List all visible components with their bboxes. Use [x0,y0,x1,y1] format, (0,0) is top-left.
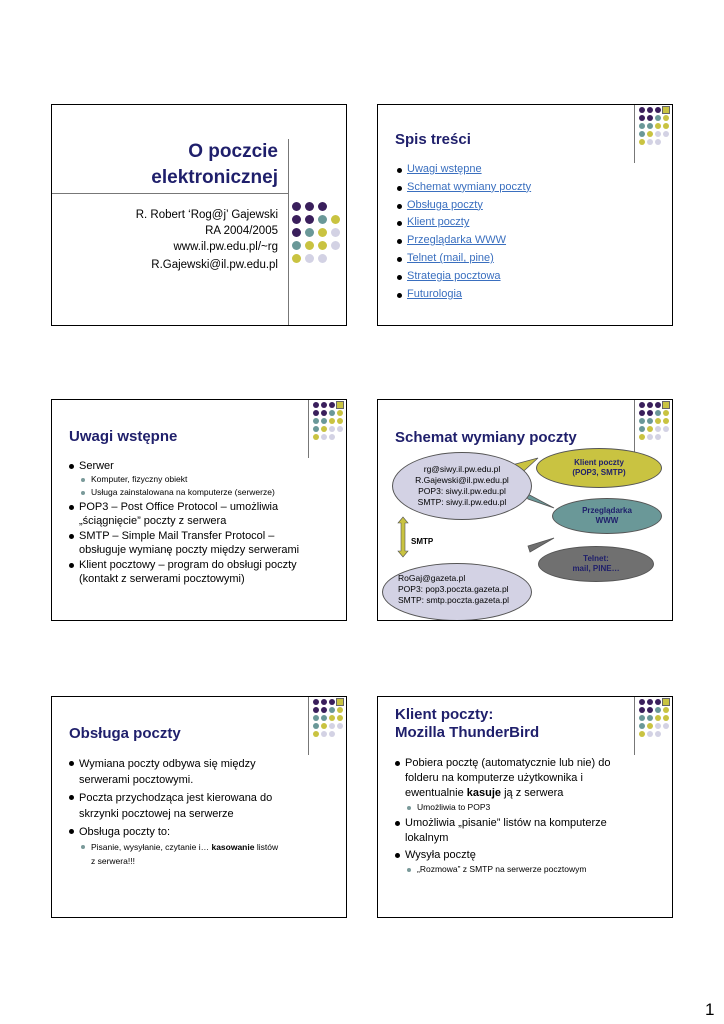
author-block [136,207,278,273]
decorative-dot [663,707,669,713]
decorative-dot [318,228,327,237]
web-browser-bubble: Przeglądarka WWW [552,498,662,534]
list-subitem: Pisanie, wysyłanie, czytanie i… kasowanie listów z serwera!!! [69,840,278,868]
toc-item[interactable]: Obsługa poczty [397,197,531,215]
divider-line [634,697,635,755]
list-item: Wysyła pocztę [395,848,610,863]
logo-square-icon [662,698,670,706]
decorative-dot [321,707,327,713]
list-item: Pobiera pocztę (automatycznie lub nie) do folderu na komputerze użytkownika i ewentualnie kasuje ją z serwera [395,756,610,801]
decorative-dot [321,426,327,432]
decorative-dot [655,131,661,137]
list-subitem: Komputer, fizyczny obiekt [69,473,299,486]
decorative-dot [313,434,319,440]
list-item: Poczta przychodząca jest kierowana do skrzynki pocztowej na serwerze [69,790,278,822]
decorative-dot [663,715,669,721]
slide-title [51,104,347,326]
slide-thunderbird [377,696,673,918]
toc-list [397,161,531,303]
decorative-dot [321,410,327,416]
slide-mail-exchange-diagram [377,399,673,621]
decorative-dot [313,731,319,737]
page-number: 1 [705,1000,715,1019]
decorative-dot [647,731,653,737]
decorative-dot [329,723,335,729]
decorative-dot [305,215,314,224]
decorative-dot [647,131,653,137]
decorative-dot [292,228,301,237]
decorative-dot [329,402,335,408]
list-item: Umożliwia „pisanie” listów na komputerze lokalnym [395,816,610,846]
decorative-dot [321,731,327,737]
decorative-dot [305,254,314,263]
list-item: Wymiana poczty odbywa się między serwerami pocztowymi. [69,756,278,788]
decorative-dot [331,215,340,224]
decorative-dot [329,699,335,705]
decorative-dot [329,410,335,416]
decorative-dot [313,410,319,416]
decorative-dot [329,731,335,737]
toc-item[interactable]: Strategia pocztowa [397,268,531,286]
decorative-dot [313,418,319,424]
decorative-dot [655,715,661,721]
smtp-label: SMTP [411,537,434,546]
decorative-dot [647,715,653,721]
decorative-dot [321,715,327,721]
list-item: Obsługa poczty to: [69,824,278,840]
decorative-dot [305,241,314,250]
decorative-dot [639,131,645,137]
logo-square-icon [662,106,670,114]
academic-year: RA 2004/2005 [205,225,278,237]
decorative-dot [663,723,669,729]
decorative-dots [313,402,345,446]
decorative-dot [337,723,343,729]
decorative-dot [321,699,327,705]
decorative-dot [329,715,335,721]
decorative-dot [663,115,669,121]
decorative-dot [331,241,340,250]
slide-title: Schemat wymiany poczty [395,429,577,446]
decorative-dot [321,402,327,408]
list-subitem: Usługa zainstalowana na komputerze (serwerze) [69,486,299,499]
decorative-dot [655,115,661,121]
decorative-dot [331,228,340,237]
slide-intro [51,399,347,621]
decorative-dot [329,426,335,432]
bullet-list [395,755,610,876]
top-mail-server-bubble: rg@siwy.il.pw.edu.pl R.Gajewski@il.pw.edu.pl POP3: siwy.il.pw.edu.pl SMTP: siwy.il.pw.edu.pl [392,452,532,520]
toc-item[interactable]: Schemat wymiany poczty [397,179,531,197]
decorative-dot [639,123,645,129]
decorative-dot [639,699,645,705]
logo-square-icon [336,401,344,409]
decorative-dot [329,707,335,713]
decorative-dot [639,731,645,737]
slide-title: Klient poczty: Mozilla ThunderBird [395,706,540,741]
connector-telnet [528,538,554,552]
decorative-dot [655,699,661,705]
divider-line [634,105,635,163]
decorative-dots [639,699,671,743]
decorative-dot [321,418,327,424]
bullet-list [69,755,278,868]
slide-title: Uwagi wstępne [69,428,178,445]
author-name: R. Robert ‘Rog@j’ Gajewski [135,209,278,221]
website: www.il.pw.edu.pl/~rg [173,241,278,253]
decorative-dot [337,418,343,424]
decorative-dot [313,402,319,408]
toc-item[interactable]: Klient poczty [397,214,531,232]
decorative-dots [639,107,671,151]
decorative-dot [329,418,335,424]
list-item: Klient pocztowy – program do obsługi poczty (kontakt z serwerami pocztowymi) [69,558,299,586]
slide-toc [377,104,673,326]
decorative-dots [313,699,345,743]
smtp-arrow [398,517,408,557]
decorative-dot [337,426,343,432]
decorative-dot [337,715,343,721]
decorative-dot [318,241,327,250]
decorative-dot [647,115,653,121]
toc-item[interactable]: Telnet (mail, pine) [397,250,531,268]
decorative-dot [329,434,335,440]
toc-item[interactable]: Uwagi wstępne [397,161,531,179]
presentation-title: O poczcie elektronicznej [151,141,278,188]
toc-item[interactable]: Przeglądarka WWW [397,232,531,250]
list-subitem: „Rozmowa” z SMTP na serwerze pocztowym [395,863,610,876]
decorative-dot [313,723,319,729]
decorative-dot [655,723,661,729]
decorative-dot [313,707,319,713]
bullet-list [69,458,299,586]
decorative-dot [292,215,301,224]
decorative-dot [639,715,645,721]
list-item: POP3 – Post Office Protocol – umożliwia „ściągnięcie” poczty z serwera [69,500,299,528]
decorative-dot [292,254,301,263]
decorative-dot [639,723,645,729]
decorative-dot [655,123,661,129]
decorative-dot [292,202,301,211]
decorative-dot [313,715,319,721]
decorative-dot [639,707,645,713]
list-item: SMTP – Simple Mail Transfer Protocol – obsługuje wymianę poczty między serwerami [69,529,299,557]
decorative-dot [647,139,653,145]
decorative-dot [647,707,653,713]
decorative-dot [639,139,645,145]
decorative-dot [321,723,327,729]
decorative-dot [318,202,327,211]
decorative-dot [639,115,645,121]
decorative-dot [313,699,319,705]
decorative-dot [647,123,653,129]
slide-mail-handling [51,696,347,918]
divider-line [288,139,289,326]
slide-title: Spis treści [395,131,471,148]
telnet-bubble: Telnet: mail, PINE… [538,546,654,582]
decorative-dot [318,215,327,224]
email: R.Gajewski@il.pw.edu.pl [151,259,278,271]
decorative-dot [663,131,669,137]
decorative-dot [655,139,661,145]
slide-title: Obsługa poczty [69,725,181,742]
decorative-dot [318,254,327,263]
decorative-dot [655,707,661,713]
decorative-dot [305,228,314,237]
decorative-dot [313,426,319,432]
decorative-dot [655,731,661,737]
logo-square-icon [336,698,344,706]
decorative-dot [321,434,327,440]
decorative-dot [337,410,343,416]
decorative-dot [647,699,653,705]
decorative-dot [639,107,645,113]
decorative-dot [337,707,343,713]
decorative-dot [655,107,661,113]
list-subitem: Umożliwia to POP3 [395,801,610,814]
list-item: Serwer [69,459,299,473]
toc-item[interactable]: Futurologia [397,286,531,304]
bottom-mail-server-bubble: RoGaj@gazeta.pl POP3: pop3.poczta.gazeta.pl SMTP: smtp.poczta.gazeta.pl [382,563,532,621]
mail-client-bubble: Klient poczty (POP3, SMTP) [536,448,662,488]
decorative-dots [292,202,342,274]
decorative-dot [292,241,301,250]
decorative-dot [663,123,669,129]
divider-line [308,697,309,755]
divider-line [308,400,309,458]
decorative-dot [305,202,314,211]
decorative-dot [647,107,653,113]
title-underline [52,193,288,194]
decorative-dot [647,723,653,729]
